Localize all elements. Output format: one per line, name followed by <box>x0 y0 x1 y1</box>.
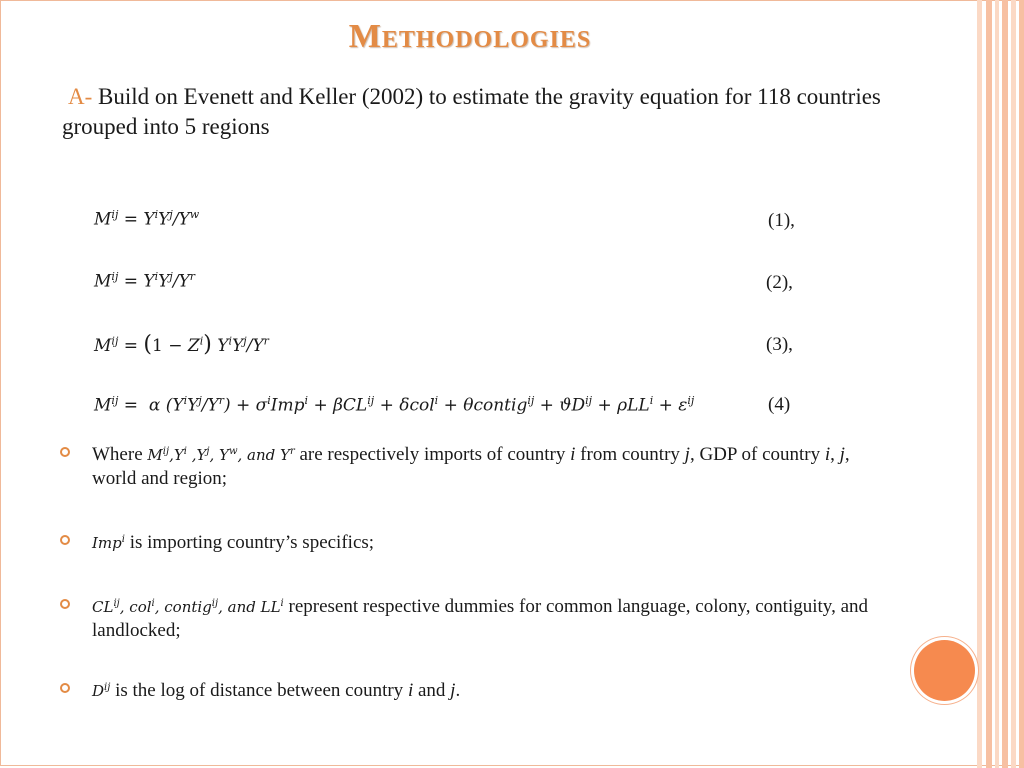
bullet-text: $CL^{ij}$, col$^i$, contig$^{ij}$, and $LL^i$ represent respective dummies for common language, colony, contiguity, and landlocked; <box>92 596 868 641</box>
bullet-icon <box>60 535 70 545</box>
equation-2: $M^{ij} = Y^iY^j/Y^r$ <box>94 270 196 292</box>
equation-number-4: (4) <box>768 394 791 415</box>
bullet-text: Imp$^i$ is importing country’s specifics; <box>92 532 375 553</box>
decorative-circle <box>914 640 975 701</box>
equation-number-2: (2), <box>766 272 793 293</box>
equation-number-3: (3), <box>766 334 793 355</box>
decorative-stripe <box>986 0 992 768</box>
decorative-stripe <box>977 0 982 768</box>
bullet-text: $D^{ij}$ is the log of distance between country i and j. <box>92 680 461 701</box>
bullet-icon <box>60 447 70 457</box>
slide-title: Methodologies <box>348 18 592 55</box>
equation-number-1: (1), <box>768 210 795 231</box>
equation-3: $M^{ij} = (1 - Z^i)$ $Y^iY^j/Y^r$ <box>94 332 269 357</box>
decorative-stripe <box>1011 0 1016 768</box>
intro-text: Build on Evenett and Keller (2002) to estimate the gravity equation for 118 countries grouped into 5 regions <box>62 84 881 139</box>
bullet-icon <box>60 599 70 609</box>
decorative-stripe <box>995 0 999 768</box>
equation-4: $M^{ij} = \alpha$ $(Y^iY^j/Y^r) + \sigma^iImp^i + \beta CL^{ij} + \delta col^i$ + θcontig$^{ij}$ + $ϑD^{ij} + \rho LL^i + \varepsilon^{ij}$ <box>94 394 695 416</box>
bullet-icon <box>60 683 70 693</box>
decorative-stripe <box>1019 0 1024 768</box>
equation-1: $M^{ij} = Y^iY^j/Y^w$ <box>94 208 200 230</box>
decorative-stripe <box>1002 0 1008 768</box>
intro-paragraph <box>62 82 882 142</box>
intro-lead: A- <box>68 84 93 109</box>
bullet-text: Where $M^{ij},Y^i$ $,Y^j$, $Y^w$, and $Y^r$ are respectively imports of country i from country j, GDP of country i, j, world and region; <box>92 444 850 489</box>
